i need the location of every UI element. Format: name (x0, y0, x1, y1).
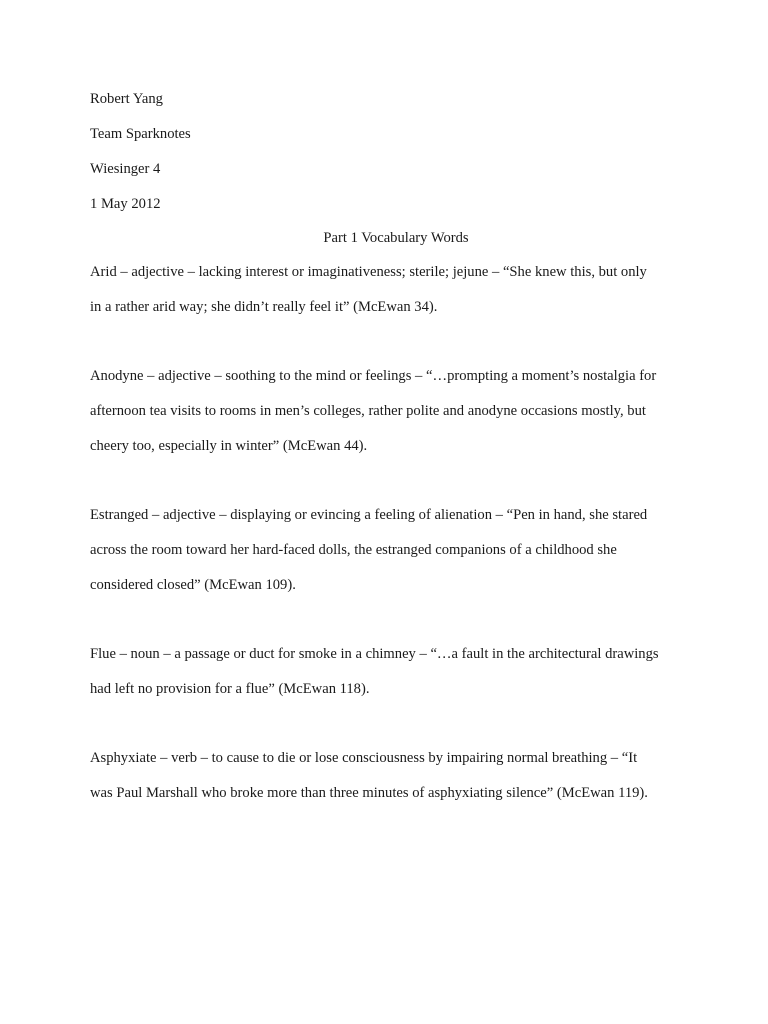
entry-line: across the room toward her hard-faced dolls, the estranged companions of a childhood she (90, 542, 617, 558)
author-name: Robert Yang (90, 91, 163, 107)
team-name: Team Sparknotes (90, 126, 191, 142)
document-date: 1 May 2012 (90, 196, 161, 212)
entry-line: Arid – adjective – lacking interest or imaginativeness; sterile; jejune – “She knew this, but only (90, 264, 647, 280)
vocabulary-list (90, 262, 690, 852)
entry-line: had left no provision for a flue” (McEwan 118). (90, 681, 370, 697)
vocab-entry-arid (90, 262, 690, 332)
entry-line: Estranged – adjective – displaying or evincing a feeling of alienation – “Pen in hand, she stared (90, 507, 648, 523)
vocab-entry-asphyxiate (90, 748, 690, 818)
entry-line: considered closed” (McEwan 109). (90, 577, 296, 593)
entry-line: was Paul Marshall who broke more than three minutes of asphyxiating silence” (McEwan 119). (90, 785, 648, 801)
vocab-entry-flue (90, 644, 690, 714)
entry-line: Anodyne – adjective – soothing to the mind or feelings – “…prompting a moment’s nostalgia for (90, 368, 657, 384)
entry-line: afternoon tea visits to rooms in men’s colleges, rather polite and anodyne occasions mostly, but (90, 403, 646, 419)
vocab-entry-estranged (90, 505, 690, 610)
entry-line: cheery too, especially in winter” (McEwan 44). (90, 438, 368, 454)
entry-line: in a rather arid way; she didn’t really feel it” (McEwan 34). (90, 299, 438, 315)
entry-line: Flue – noun – a passage or duct for smoke in a chimney – “…a fault in the architectural drawings (90, 646, 659, 662)
entry-line: Asphyxiate – verb – to cause to die or lose consciousness by impairing normal breathing – “It (90, 750, 638, 766)
student-heading (90, 89, 690, 229)
class-period: Wiesinger 4 (90, 161, 161, 177)
page-title: Part 1 Vocabulary Words (323, 230, 469, 246)
vocab-entry-anodyne (90, 366, 690, 471)
